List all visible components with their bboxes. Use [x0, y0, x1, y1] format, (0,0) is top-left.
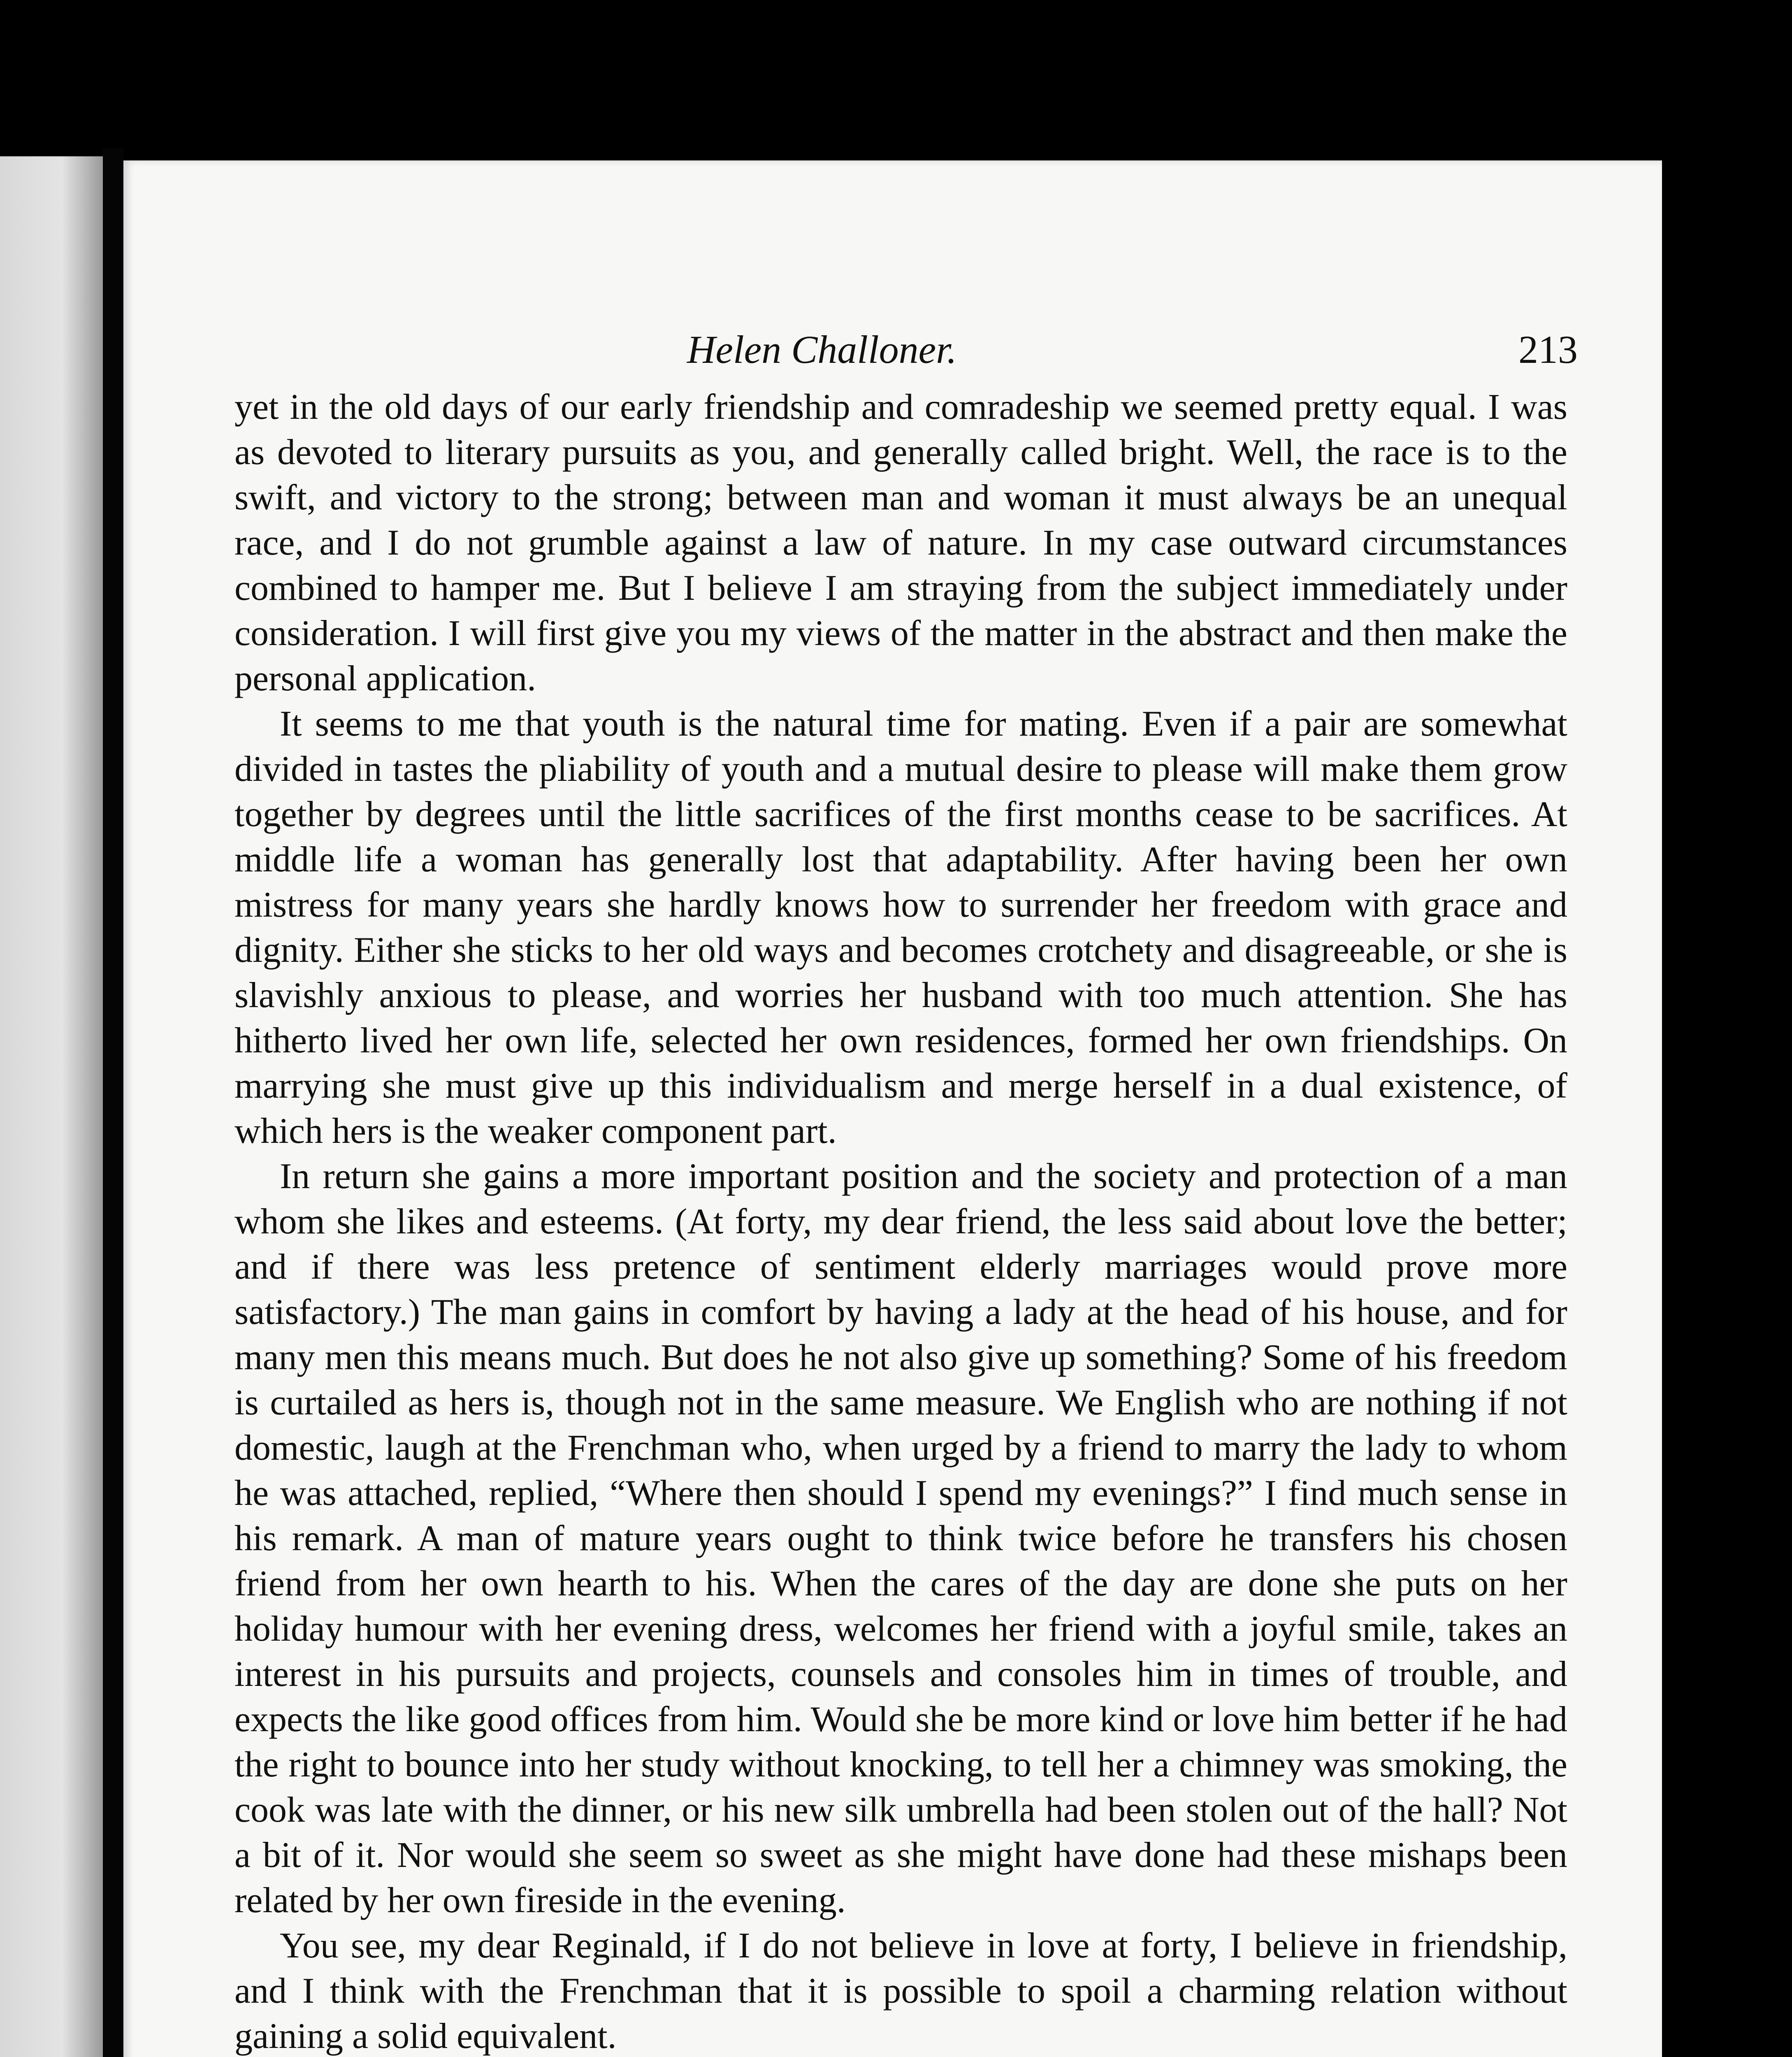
page-body: [234, 385, 1567, 2057]
left-page-edge: [0, 156, 103, 2057]
page-header: [687, 319, 1578, 381]
paragraph-3: In return she gains a more important position and the society and protection of a man whom she likes and esteems. (At forty, my dear friend, the less said about love the better; and if there was less pretence of sentiment elderly marriages would prove more satisfactory.) The man gains in comfort by having a lady at the head of his house, and for many men this means much. But does he not also give up something? Some of his freedom is curtailed as hers is, though not in the same measure. We English who are nothing if not domestic, laugh at the Frenchman who, when urged by a friend to marry the lady to whom he was attached, replied, “Where then should I spend my evenings?” I find much sense in his remark. A man of mature years ought to think twice before he transfers his chosen friend from her own hearth to his. When the cares of the day are done she puts on her holiday humour with her evening dress, welcomes her friend with a joyful smile, takes an interest in his pursuits and projects, counsels and consoles him in times of trouble, and expects the like good offices from him. Would she be more kind or love him better if he had the right to bounce into her study without knocking, to tell her a chimney was smoking, the cook was late with the dinner, or his new silk umbrella had been stolen out of the hall? Not a bit of it. Nor would she seem so sweet as she might have done had these mishaps been related by her own fireside in the evening.: [234, 1156, 1567, 1920]
running-title: Helen Challoner.: [687, 327, 957, 371]
book-gutter: [103, 148, 123, 2057]
book-page: [123, 160, 1662, 2057]
paragraph-2: It seems to me that youth is the natural time for mating. Even if a pair are somewhat divided in tastes the pliability of youth and a mutual desire to please will make them grow together by degrees until the little sacrifices of the first months cease to be sacrifices. At middle life a woman has generally lost that adaptability. After having been her own mistress for many years she hardly knows how to surrender her freedom with grace and dignity. Either she sticks to her old ways and becomes crotchety and disagreeable, or she is slavishly anxious to please, and worries her husband with too much attention. She has hitherto lived her own life, selected her own residences, formed her own friendships. On marrying she must give up this individualism and merge herself in a dual existence, of which hers is the weaker component part.: [234, 704, 1567, 1151]
paragraph-4: You see, my dear Reginald, if I do not believe in love at forty, I believe in friendship, and I think with the Frenchman that it is possible to spoil a charming relation without gaining a solid equivalent.: [234, 1926, 1567, 2056]
page-number: 213: [1518, 327, 1578, 371]
paragraph-1: yet in the old days of our early friendship and comradeship we seemed pretty equal. I was as devoted to literary pursuits as you, and generally called bright. Well, the race is to the swift, and victory to the strong; between man and woman it must always be an unequal race, and I do not grumble against a law of nature. In my case outward circumstances combined to hamper me. But I believe I am straying from the subject immediately under consideration. I will first give you my views of the matter in the abstract and then make the personal application.: [234, 387, 1567, 699]
